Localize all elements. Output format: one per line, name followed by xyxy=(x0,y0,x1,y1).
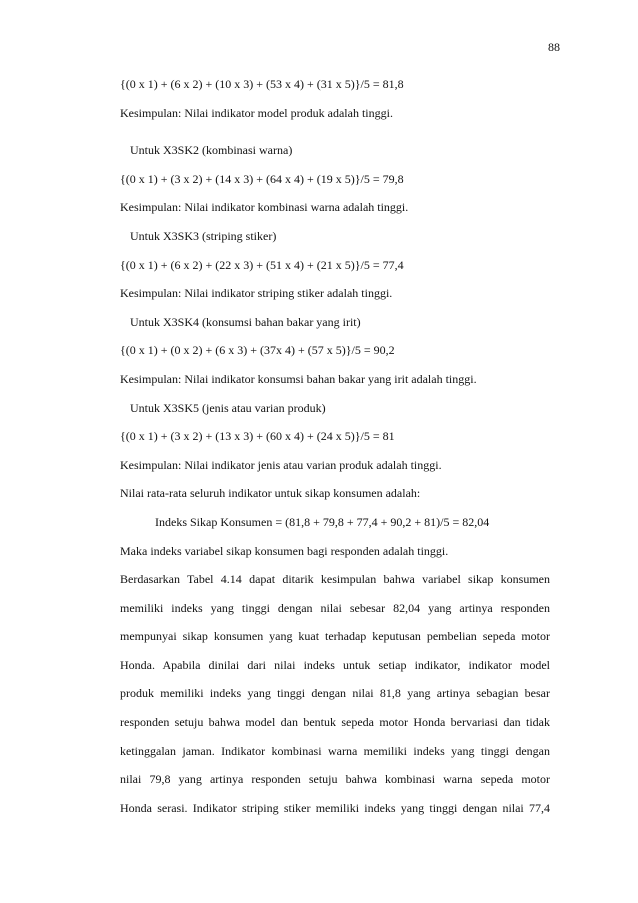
paragraph-line: ketinggalan jaman. Indikator kombinasi warna memiliki indeks yang tinggi dengan xyxy=(120,743,550,758)
average-intro: Nilai rata-rata seluruh indikator untuk sikap konsumen adalah: xyxy=(120,486,421,501)
formula-x3sk3: {(0 x 1) + (6 x 2) + (22 x 3) + (51 x 4) + (21 x 5)}/5 = 77,4 xyxy=(120,257,404,272)
conclusion-konsumsi-bahan-bakar: Kesimpulan: Nilai indikator konsumsi bahan bakar yang irit adalah tinggi. xyxy=(120,371,477,386)
conclusion-jenis-varian-produk: Kesimpulan: Nilai indikator jenis atau varian produk adalah tinggi. xyxy=(120,457,442,472)
paragraph-line: Honda. Apabila dinilai dari nilai indeks untuk setiap indikator, indikator model xyxy=(120,657,550,672)
formula-x3sk2: {(0 x 1) + (3 x 2) + (14 x 3) + (64 x 4) + (19 x 5)}/5 = 79,8 xyxy=(120,171,404,186)
heading-x3sk5: Untuk X3SK5 (jenis atau varian produk) xyxy=(130,400,326,415)
paragraph-line: Honda serasi. Indikator striping stiker memiliki indeks yang tinggi dengan nilai 77,4 xyxy=(120,800,550,815)
conclusion-kombinasi-warna: Kesimpulan: Nilai indikator kombinasi warna adalah tinggi. xyxy=(120,200,409,215)
paragraph-line: memiliki indeks yang tinggi dengan nilai sebesar 82,04 yang artinya responden xyxy=(120,600,550,615)
formula-x3sk1: {(0 x 1) + (6 x 2) + (10 x 3) + (53 x 4) + (31 x 5)}/5 = 81,8 xyxy=(120,77,404,91)
heading-x3sk2: Untuk X3SK2 (kombinasi warna) xyxy=(130,143,293,158)
conclusion-model-produk: Kesimpulan: Nilai indikator model produk adalah tinggi. xyxy=(120,105,393,120)
discussion-paragraph xyxy=(120,565,550,822)
heading-x3sk4: Untuk X3SK4 (konsumsi bahan bakar yang irit) xyxy=(130,314,361,329)
document-body xyxy=(120,70,550,822)
paragraph-line: Berdasarkan Tabel 4.14 dapat ditarik kesimpulan bahwa variabel sikap konsumen xyxy=(120,572,550,587)
conclusion-striping-stiker: Kesimpulan: Nilai indikator striping stiker adalah tinggi. xyxy=(120,286,393,301)
paragraph-line: responden setuju bahwa model dan bentuk sepeda motor Honda bervariasi dan tidak xyxy=(120,715,550,730)
index-formula: Indeks Sikap Konsumen = (81,8 + 79,8 + 77,4 + 90,2 + 81)/5 = 82,04 xyxy=(155,514,490,529)
formula-x3sk5: {(0 x 1) + (3 x 2) + (13 x 3) + (60 x 4) + (24 x 5)}/5 = 81 xyxy=(120,429,395,444)
formula-x3sk4: {(0 x 1) + (0 x 2) + (6 x 3) + (37x 4) + (57 x 5)}/5 = 90,2 xyxy=(120,343,395,358)
index-conclusion: Maka indeks variabel sikap konsumen bagi responden adalah tinggi. xyxy=(120,543,449,558)
heading-x3sk3: Untuk X3SK3 (striping stiker) xyxy=(130,228,277,243)
page-number: 88 xyxy=(548,40,560,54)
paragraph-line: produk memiliki indeks yang tinggi dengan nilai 81,8 yang artinya sebagian besar xyxy=(120,686,550,701)
paragraph-line: nilai 79,8 yang artinya responden setuju bahwa kombinasi warna sepeda motor xyxy=(120,772,550,787)
paragraph-line: mempunyai sikap konsumen yang kuat terhadap keputusan pembelian sepeda motor xyxy=(120,629,550,644)
